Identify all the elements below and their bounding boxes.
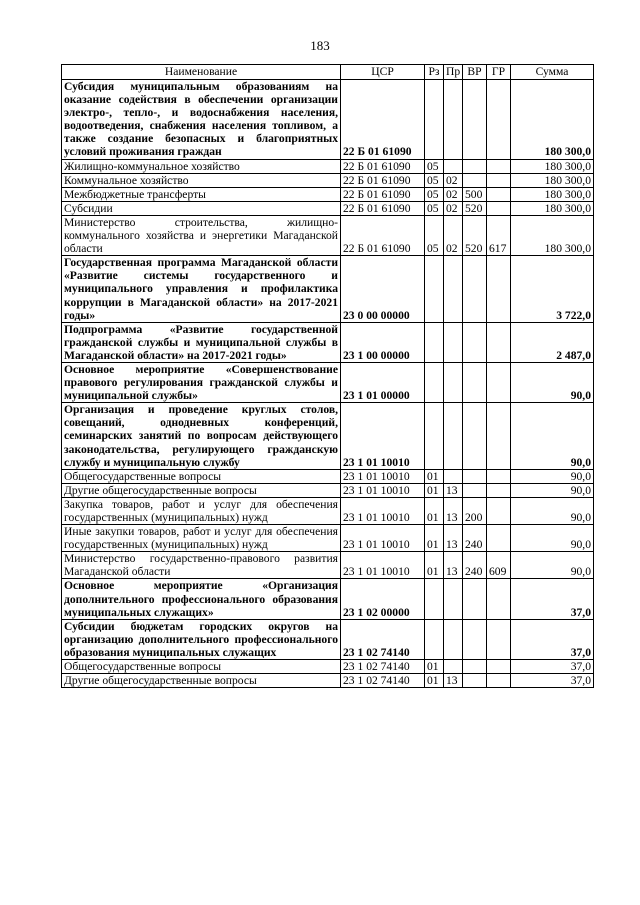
cell-csr: 23 1 00 00000 <box>341 322 425 362</box>
cell-pr <box>444 80 463 160</box>
cell-sum: 90,0 <box>511 552 594 579</box>
cell-sum: 180 300,0 <box>511 187 594 201</box>
cell-csr: 22 Б 01 61090 <box>341 187 425 201</box>
table-row <box>62 674 594 688</box>
table-row <box>62 80 594 160</box>
cell-gr <box>487 322 511 362</box>
table-row <box>62 256 594 322</box>
cell-rz: 05 <box>425 159 444 173</box>
header-rz: Рз <box>425 65 444 80</box>
cell-csr: 22 Б 01 61090 <box>341 215 425 255</box>
cell-name: Организация и проведение круглых столов, совещаний, однодневных конференций, семинарских занятий по вопросам действующего законодательства, регулирующего гражданскую службу и муниципальную службу <box>62 403 341 469</box>
cell-csr: 23 1 02 00000 <box>341 579 425 619</box>
cell-vr <box>463 674 487 688</box>
cell-name: Основное мероприятие «Совершенствование правового регулирования гражданской службы и муниципальной службы» <box>62 362 341 402</box>
cell-sum: 180 300,0 <box>511 201 594 215</box>
table-row <box>62 469 594 483</box>
cell-sum: 180 300,0 <box>511 173 594 187</box>
cell-rz: 05 <box>425 215 444 255</box>
cell-vr: 500 <box>463 187 487 201</box>
cell-vr <box>463 579 487 619</box>
cell-rz: 01 <box>425 674 444 688</box>
cell-vr <box>463 469 487 483</box>
cell-pr: 02 <box>444 173 463 187</box>
cell-pr: 02 <box>444 215 463 255</box>
cell-pr: 02 <box>444 201 463 215</box>
cell-gr <box>487 469 511 483</box>
cell-vr <box>463 619 487 659</box>
table-row <box>62 187 594 201</box>
cell-rz <box>425 322 444 362</box>
table-row <box>62 362 594 402</box>
cell-gr: 617 <box>487 215 511 255</box>
cell-rz: 01 <box>425 483 444 497</box>
header-sum: Сумма <box>511 65 594 80</box>
cell-name: Общегосударственные вопросы <box>62 660 341 674</box>
cell-gr <box>487 201 511 215</box>
page-number: 183 <box>310 38 330 53</box>
cell-csr: 23 1 01 10010 <box>341 403 425 469</box>
cell-csr: 23 0 00 00000 <box>341 256 425 322</box>
cell-gr <box>487 362 511 402</box>
header-vr: ВР <box>463 65 487 80</box>
table-row <box>62 619 594 659</box>
cell-pr <box>444 362 463 402</box>
cell-gr <box>487 497 511 524</box>
cell-gr <box>487 80 511 160</box>
cell-name: Субсидии <box>62 201 341 215</box>
cell-gr <box>487 256 511 322</box>
cell-vr: 520 <box>463 215 487 255</box>
table-row <box>62 201 594 215</box>
cell-gr <box>487 173 511 187</box>
cell-sum: 90,0 <box>511 483 594 497</box>
cell-csr: 22 Б 01 61090 <box>341 201 425 215</box>
cell-csr: 23 1 01 10010 <box>341 483 425 497</box>
cell-name: Субсидии бюджетам городских округов на организацию дополнительного профессионального образования муниципальных служащих <box>62 619 341 659</box>
cell-vr <box>463 362 487 402</box>
cell-pr: 13 <box>444 497 463 524</box>
cell-name: Другие общегосударственные вопросы <box>62 483 341 497</box>
cell-csr: 23 1 01 10010 <box>341 497 425 524</box>
cell-rz <box>425 362 444 402</box>
cell-name: Иные закупки товаров, работ и услуг для обеспечения государственных (муниципальных) нужд <box>62 525 341 552</box>
cell-vr <box>463 403 487 469</box>
cell-rz: 01 <box>425 497 444 524</box>
cell-sum: 2 487,0 <box>511 322 594 362</box>
cell-name: Жилищно-коммунальное хозяйство <box>62 159 341 173</box>
cell-vr <box>463 80 487 160</box>
cell-gr <box>487 403 511 469</box>
cell-sum: 90,0 <box>511 362 594 402</box>
cell-sum: 90,0 <box>511 403 594 469</box>
cell-pr: 13 <box>444 552 463 579</box>
cell-pr <box>444 322 463 362</box>
cell-gr <box>487 159 511 173</box>
cell-sum: 37,0 <box>511 619 594 659</box>
cell-sum: 180 300,0 <box>511 80 594 160</box>
table-row <box>62 215 594 255</box>
cell-rz: 05 <box>425 173 444 187</box>
cell-sum: 37,0 <box>511 579 594 619</box>
cell-gr <box>487 525 511 552</box>
cell-name: Субсидия муниципальным образованиям на оказание содействия в обеспечении организации электро-, тепло-, и водоснабжения населения, водоотведения, снабжения населения топливом, а также создание безопасных и благоприятных условий проживания граждан <box>62 80 341 160</box>
table-row <box>62 525 594 552</box>
cell-csr: 22 Б 01 61090 <box>341 159 425 173</box>
cell-name: Основное мероприятие «Организация дополнительного профессионального образования муниципальных служащих» <box>62 579 341 619</box>
cell-vr <box>463 660 487 674</box>
cell-rz <box>425 579 444 619</box>
cell-csr: 23 1 02 74140 <box>341 619 425 659</box>
cell-pr: 13 <box>444 674 463 688</box>
cell-gr <box>487 674 511 688</box>
cell-rz: 01 <box>425 525 444 552</box>
header-pr: Пр <box>444 65 463 80</box>
cell-gr <box>487 483 511 497</box>
cell-rz: 05 <box>425 201 444 215</box>
header-name: Наименование <box>62 65 341 80</box>
cell-vr <box>463 322 487 362</box>
cell-vr: 520 <box>463 201 487 215</box>
cell-vr: 240 <box>463 525 487 552</box>
cell-pr <box>444 579 463 619</box>
cell-name: Общегосударственные вопросы <box>62 469 341 483</box>
cell-name: Закупка товаров, работ и услуг для обеспечения государственных (муниципальных) нужд <box>62 497 341 524</box>
table-row <box>62 552 594 579</box>
table-row <box>62 483 594 497</box>
table-row <box>62 579 594 619</box>
table-row <box>62 173 594 187</box>
header-gr: ГР <box>487 65 511 80</box>
cell-pr <box>444 403 463 469</box>
cell-pr: 02 <box>444 187 463 201</box>
cell-csr: 23 1 01 10010 <box>341 552 425 579</box>
table-row <box>62 497 594 524</box>
table-header-row <box>62 65 594 80</box>
table-row <box>62 403 594 469</box>
table-row <box>62 322 594 362</box>
cell-gr <box>487 579 511 619</box>
cell-gr <box>487 660 511 674</box>
cell-gr <box>487 187 511 201</box>
cell-name: Министерство строительства, жилищно-коммунального хозяйства и энергетики Магаданской области <box>62 215 341 255</box>
cell-rz <box>425 619 444 659</box>
cell-rz: 01 <box>425 469 444 483</box>
cell-name: Министерство государственно-правового развития Магаданской области <box>62 552 341 579</box>
cell-sum: 90,0 <box>511 497 594 524</box>
cell-vr: 240 <box>463 552 487 579</box>
cell-pr <box>444 469 463 483</box>
cell-pr: 13 <box>444 525 463 552</box>
cell-csr: 23 1 02 74140 <box>341 674 425 688</box>
cell-vr <box>463 159 487 173</box>
table-row <box>62 159 594 173</box>
cell-csr: 22 Б 01 61090 <box>341 173 425 187</box>
cell-rz <box>425 403 444 469</box>
cell-rz: 01 <box>425 660 444 674</box>
cell-rz: 01 <box>425 552 444 579</box>
cell-csr: 23 1 02 74140 <box>341 660 425 674</box>
cell-csr: 22 Б 01 61090 <box>341 80 425 160</box>
table-row <box>62 660 594 674</box>
cell-rz: 05 <box>425 187 444 201</box>
cell-sum: 37,0 <box>511 674 594 688</box>
cell-vr <box>463 483 487 497</box>
cell-sum: 180 300,0 <box>511 215 594 255</box>
cell-vr <box>463 256 487 322</box>
cell-rz <box>425 256 444 322</box>
cell-pr <box>444 619 463 659</box>
cell-name: Подпрограмма «Развитие государственной гражданской службы и муниципальной службы в Магаданской области» на 2017-2021 годы» <box>62 322 341 362</box>
cell-vr: 200 <box>463 497 487 524</box>
cell-name: Межбюджетные трансферты <box>62 187 341 201</box>
cell-pr <box>444 159 463 173</box>
cell-sum: 90,0 <box>511 525 594 552</box>
cell-csr: 23 1 01 00000 <box>341 362 425 402</box>
cell-sum: 37,0 <box>511 660 594 674</box>
cell-sum: 90,0 <box>511 469 594 483</box>
budget-table <box>61 64 594 688</box>
cell-gr <box>487 619 511 659</box>
cell-name: Другие общегосударственные вопросы <box>62 674 341 688</box>
cell-pr <box>444 660 463 674</box>
cell-csr: 23 1 01 10010 <box>341 525 425 552</box>
header-csr: ЦСР <box>341 65 425 80</box>
cell-sum: 180 300,0 <box>511 159 594 173</box>
cell-pr: 13 <box>444 483 463 497</box>
cell-sum: 3 722,0 <box>511 256 594 322</box>
cell-vr <box>463 173 487 187</box>
cell-name: Государственная программа Магаданской области «Развитие системы государственного и муниципального управления и профилактика коррупции в Магаданской области» на 2017-2021 годы» <box>62 256 341 322</box>
cell-csr: 23 1 01 10010 <box>341 469 425 483</box>
cell-name: Коммунальное хозяйство <box>62 173 341 187</box>
cell-pr <box>444 256 463 322</box>
cell-gr: 609 <box>487 552 511 579</box>
cell-rz <box>425 80 444 160</box>
